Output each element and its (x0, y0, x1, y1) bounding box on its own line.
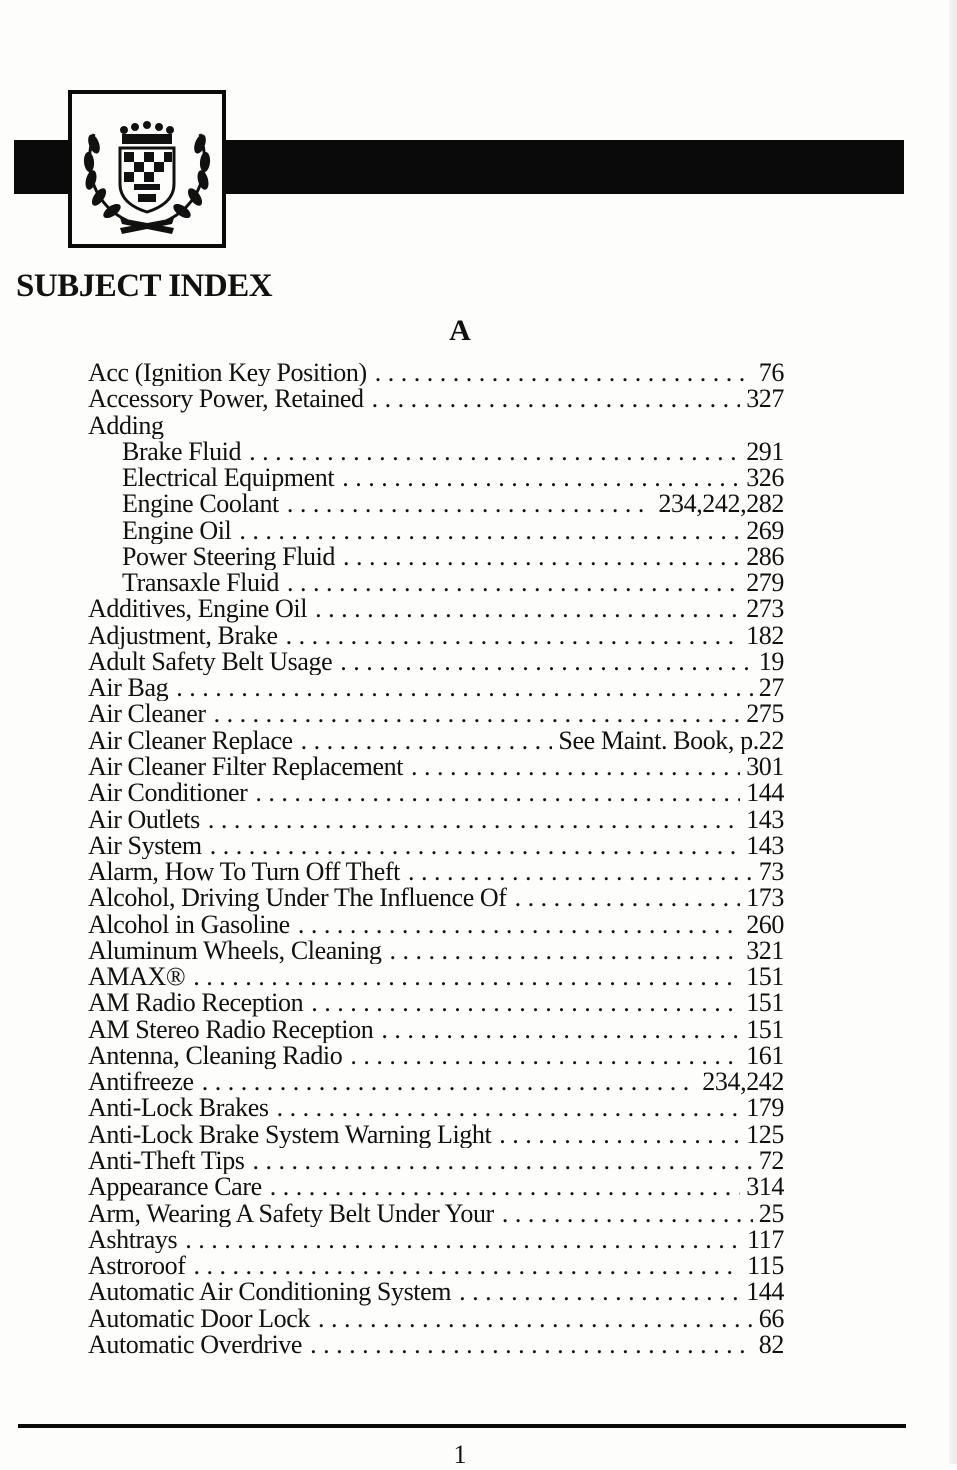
footer-rule (18, 1424, 906, 1428)
index-entry-page: 143 (746, 806, 784, 833)
index-entry-page: 173 (746, 885, 784, 912)
index-title: SUBJECT INDEX (16, 268, 273, 304)
dot-leader (315, 596, 740, 622)
index-entry-page: 279 (746, 570, 784, 597)
dot-leader (255, 780, 740, 806)
dot-leader (390, 938, 741, 964)
index-entry-page: 73 (758, 859, 784, 886)
index-entry (88, 518, 784, 544)
index-entry-page: 269 (746, 517, 784, 544)
index-entry-page: 275 (746, 701, 784, 728)
index-entry-page: 301 (746, 753, 784, 781)
index-entry (88, 1017, 784, 1043)
index-entry (88, 1095, 784, 1121)
index-entry-term: Air Cleaner Replace (88, 727, 293, 754)
index-entry-page: 179 (746, 1095, 784, 1122)
dot-leader (286, 623, 741, 649)
index-entry-term: AMAX® (88, 964, 186, 991)
index-entry-page: 82 (758, 1331, 784, 1359)
index-entry (88, 1253, 784, 1279)
index-entry-page: 161 (746, 1042, 784, 1070)
index-entry-page: 151 (746, 1016, 784, 1043)
index-entry-term: Aluminum Wheels, Cleaning (88, 937, 382, 965)
index-entry-term: Air Bag (88, 675, 169, 702)
dot-leader (408, 859, 753, 885)
index-entry-term: Automatic Door Lock (88, 1305, 311, 1332)
index-entry-page: 327 (746, 386, 784, 413)
index-entry (88, 833, 784, 859)
dot-leader (287, 570, 740, 596)
index-entry-page: 27 (758, 675, 784, 702)
index-entry (88, 1227, 784, 1253)
dot-leader (310, 1332, 753, 1358)
index-entry-term: Air System (88, 832, 202, 860)
index-entry (88, 1174, 784, 1200)
index-entry-term: Automatic Air Conditioning System (88, 1279, 452, 1306)
index-entry-page: 151 (746, 964, 784, 991)
index-entry-term: AM Radio Reception (88, 990, 304, 1017)
index-entry-term: Transaxle Fluid (122, 570, 279, 597)
index-entry-term: Antenna, Cleaning Radio (88, 1042, 343, 1070)
index-entry (88, 859, 784, 885)
index-entry-term: Brake Fluid (122, 438, 242, 466)
index-entry-term: Ashtrays (88, 1226, 178, 1254)
index-entry (88, 780, 784, 806)
dot-leader (411, 754, 740, 780)
index-entry-term: Automatic Overdrive (88, 1331, 303, 1359)
index-entry-term: Alarm, How To Turn Off Theft (88, 859, 400, 886)
index-entry-term: Air Cleaner (88, 701, 206, 728)
index-entry-term: Electrical Equipment (122, 465, 335, 492)
index-entry-page: 260 (746, 911, 784, 938)
logo-box (68, 90, 226, 248)
index-entry-page: 234,242,282 (658, 491, 784, 518)
index-entry-page: 314 (746, 1174, 784, 1201)
index-entry-term: Appearance Care (88, 1174, 262, 1201)
index-entry-term: Additives, Engine Oil (88, 596, 308, 623)
index-entry-term: Power Steering Fluid (122, 543, 335, 571)
index-entry-page: 117 (747, 1226, 784, 1254)
index-entry-term: Air Conditioner (88, 780, 248, 807)
index-entry-term: Engine Oil (122, 517, 232, 544)
index-entry-term: Alcohol in Gasoline (88, 911, 290, 938)
dot-leader (459, 1279, 740, 1305)
index-entry-page: 234,242 (702, 1069, 784, 1096)
dot-leader (277, 1095, 741, 1121)
index-entry (88, 807, 784, 833)
dot-leader (350, 1043, 740, 1069)
index-entry (88, 990, 784, 1016)
index-entry-term: Air Outlets (88, 806, 200, 833)
dot-leader (249, 439, 740, 465)
index-entry-term: Anti-Theft Tips (88, 1147, 245, 1175)
index-entry (88, 439, 784, 465)
dot-leader (301, 728, 553, 754)
dot-leader (499, 1122, 740, 1148)
dot-leader (381, 1017, 740, 1043)
index-entry-page: 76 (758, 360, 784, 387)
index-entry-page: 125 (746, 1121, 784, 1148)
index-entry (88, 1201, 784, 1227)
index-entry-term: Engine Coolant (122, 491, 279, 518)
index-entry (88, 1279, 784, 1305)
index-entry-page: 286 (746, 543, 784, 571)
index-entry (88, 1043, 784, 1069)
cadillac-crest-wreath-icon (72, 94, 222, 244)
dot-leader (210, 833, 740, 859)
index-entry (88, 649, 784, 675)
index-entry (88, 675, 784, 701)
index-entry (88, 754, 784, 780)
index-entry-page: 66 (758, 1305, 784, 1332)
dot-leader (343, 544, 740, 570)
dot-leader (193, 964, 740, 990)
dot-leader (502, 1201, 753, 1227)
index-entry-term: Anti-Lock Brakes (88, 1095, 269, 1122)
index-entry (88, 623, 784, 649)
index-entry (88, 360, 784, 386)
index-entry-page: 273 (746, 596, 784, 623)
index-entry-page: 326 (746, 465, 784, 492)
index-entry-list (88, 360, 784, 1358)
index-entry-page: 143 (746, 832, 784, 860)
dot-leader (202, 1069, 697, 1095)
index-entry-term: Adult Safety Belt Usage (88, 648, 333, 676)
index-entry (88, 1306, 784, 1332)
index-entry-term: AM Stereo Radio Reception (88, 1016, 374, 1043)
index-entry-page: 115 (747, 1253, 784, 1280)
index-entry (88, 1069, 784, 1095)
dot-leader (287, 491, 653, 517)
index-entry (88, 465, 784, 491)
index-entry-term: Adjustment, Brake (88, 622, 278, 649)
index-entry-term: Air Cleaner Filter Replacement (88, 753, 404, 781)
index-entry-term: Anti-Lock Brake System Warning Light (88, 1121, 492, 1148)
index-entry (88, 885, 784, 911)
index-entry (88, 544, 784, 570)
index-entry (88, 491, 784, 517)
index-entry-term: Astroroof (88, 1253, 186, 1280)
page-number: 1 (453, 1440, 467, 1469)
index-entry-page: See Maint. Book, p.22 (558, 727, 784, 754)
index-entry-page: 182 (746, 622, 784, 649)
index-entry-page: 72 (758, 1147, 784, 1175)
index-entry (88, 570, 784, 596)
index-entry (88, 413, 784, 439)
index-entry-term: Alcohol, Driving Under The Influence Of (88, 885, 507, 912)
dot-leader (239, 518, 740, 544)
index-entry-page: 25 (758, 1200, 784, 1227)
index-entry-term: Arm, Wearing A Safety Belt Under Your (88, 1200, 494, 1227)
index-entry (88, 938, 784, 964)
dot-leader (214, 701, 741, 727)
section-letter-heading: A (449, 314, 471, 347)
index-entry-term: Antifreeze (88, 1069, 194, 1096)
index-entry (88, 1122, 784, 1148)
index-entry-page: 144 (746, 1279, 784, 1306)
dot-leader (270, 1174, 740, 1200)
index-entry-page: 291 (746, 438, 784, 466)
dot-leader (375, 360, 753, 386)
dot-leader (208, 807, 740, 833)
dot-leader (515, 885, 741, 911)
dot-leader (185, 1227, 741, 1253)
index-entry (88, 1332, 784, 1358)
dot-leader (372, 386, 741, 412)
index-entry-page: 151 (746, 990, 784, 1017)
dot-leader (298, 912, 740, 938)
dot-leader (318, 1306, 753, 1332)
index-entry-page: 144 (746, 780, 784, 807)
dot-leader (342, 465, 740, 491)
dot-leader (340, 649, 753, 675)
dot-leader (176, 675, 753, 701)
dot-leader (311, 990, 740, 1016)
index-entry (88, 701, 784, 727)
index-entry-page: 19 (758, 648, 784, 676)
index-entry (88, 596, 784, 622)
dot-leader (253, 1148, 753, 1174)
index-entry (88, 912, 784, 938)
index-entry-term: Acc (Ignition Key Position) (88, 360, 367, 387)
index-entry-term: Accessory Power, Retained (88, 386, 364, 413)
index-entry (88, 386, 784, 412)
index-entry (88, 1148, 784, 1174)
index-entry-page: 321 (746, 937, 784, 965)
index-entry-term: Adding (88, 412, 164, 439)
page-edge-shadow (949, 0, 957, 1464)
index-entry (88, 728, 784, 754)
index-entry (88, 964, 784, 990)
dot-leader (194, 1253, 742, 1279)
